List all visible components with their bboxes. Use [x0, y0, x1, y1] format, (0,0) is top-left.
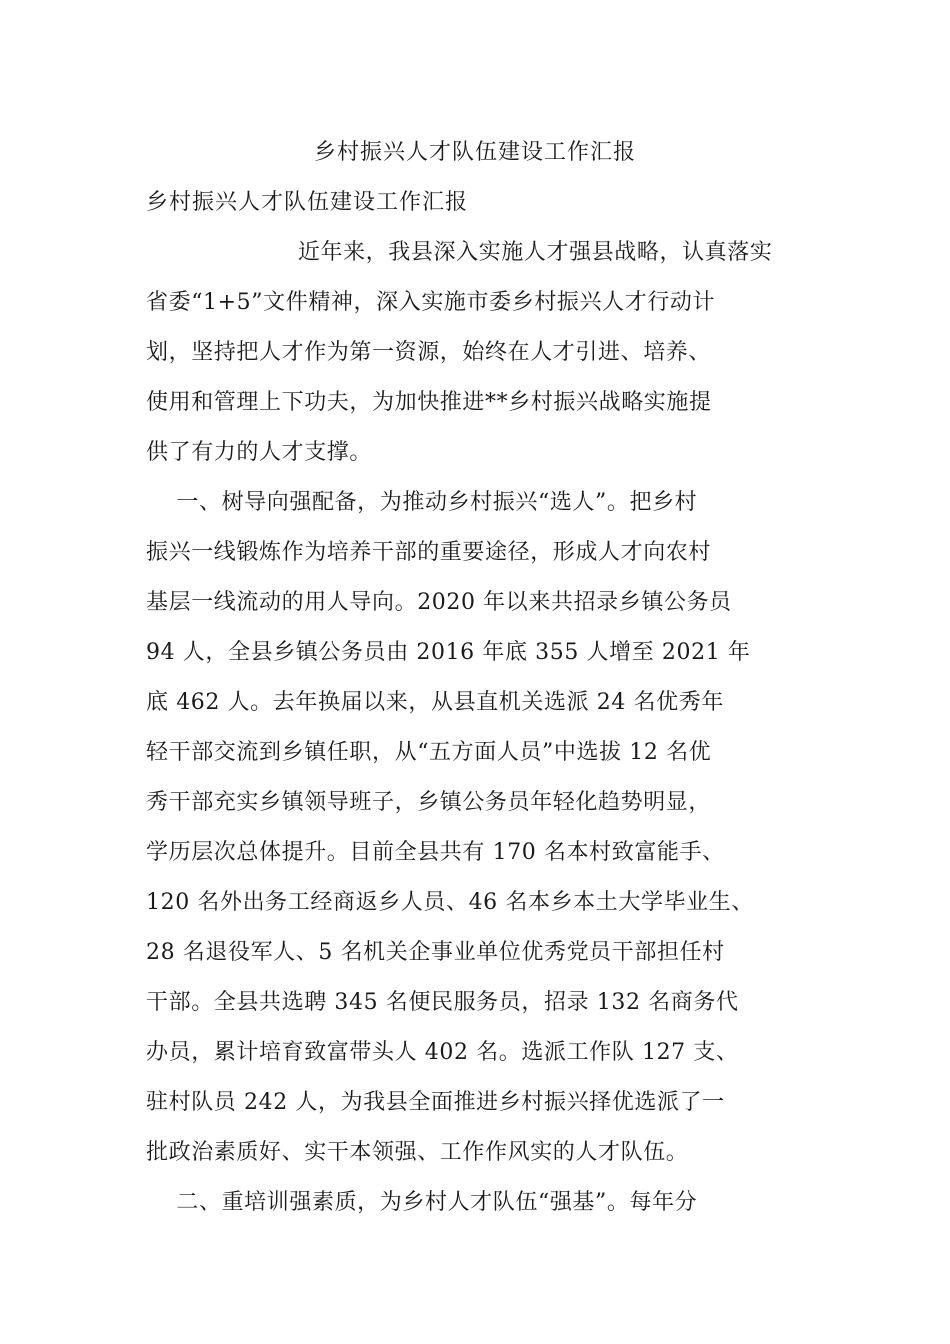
- body-line: 办员，累计培育致富带头人 402 名。选派工作队 127 支、: [146, 1040, 739, 1065]
- body-line: 94 人，全县乡镇公务员由 2016 年底 355 人增至 2021 年: [146, 640, 751, 665]
- body-line: 28 名退役军人、5 名机关企事业单位优秀党员干部担任村: [146, 940, 725, 965]
- body-line: 划，坚持把人才作为第一资源，始终在人才引进、培养、: [146, 340, 712, 365]
- document-subtitle: 乡村振兴人才队伍建设工作汇报: [146, 190, 469, 215]
- body-line: 一、树导向强配备，为推动乡村振兴“选人”。把乡村: [146, 490, 698, 515]
- body-line: 120 名外出务工经商返乡人员、46 名本乡本土大学毕业生、: [146, 890, 754, 915]
- body-line: 省委“1+5”文件精神，深入实施市委乡村振兴人才行动计: [146, 290, 716, 315]
- body-line: 驻村队员 242 人，为我县全面推进乡村振兴择优选派了一: [146, 1090, 725, 1115]
- body-line: 秀干部充实乡镇领导班子，乡镇公务员年轻化趋势明显，: [146, 790, 712, 815]
- body-line: 轻干部交流到乡镇任职，从“五方面人员”中选拔 12 名优: [146, 740, 712, 765]
- body-line: 使用和管理上下功夫，为加快推进**乡村振兴战略实施提: [146, 390, 712, 415]
- body-line: 基层一线流动的用人导向。2020 年以来共招录乡镇公务员: [146, 590, 732, 615]
- body-line: 振兴一线锻炼作为培养干部的重要途径，形成人才向农村: [146, 540, 712, 565]
- body-line: 供了有力的人才支撑。: [146, 440, 373, 465]
- body-line: 学历层次总体提升。目前全县共有 170 名本村致富能手、: [146, 840, 725, 865]
- body-line: 干部。全县共选聘 345 名便民服务员，招录 132 名商务代: [146, 990, 739, 1015]
- body-line: 近年来，我县深入实施人才强县战略，认真落实: [146, 240, 773, 265]
- document-title: 乡村振兴人才队伍建设工作汇报: [313, 140, 636, 165]
- body-line: 底 462 人。去年换届以来，从县直机关选派 24 名优秀年: [146, 690, 724, 715]
- body-line: 批政治素质好、实干本领强、工作作风实的人才队伍。: [146, 1140, 689, 1165]
- body-line: 二、重培训强素质，为乡村人才队伍“强基”。每年分: [146, 1190, 698, 1215]
